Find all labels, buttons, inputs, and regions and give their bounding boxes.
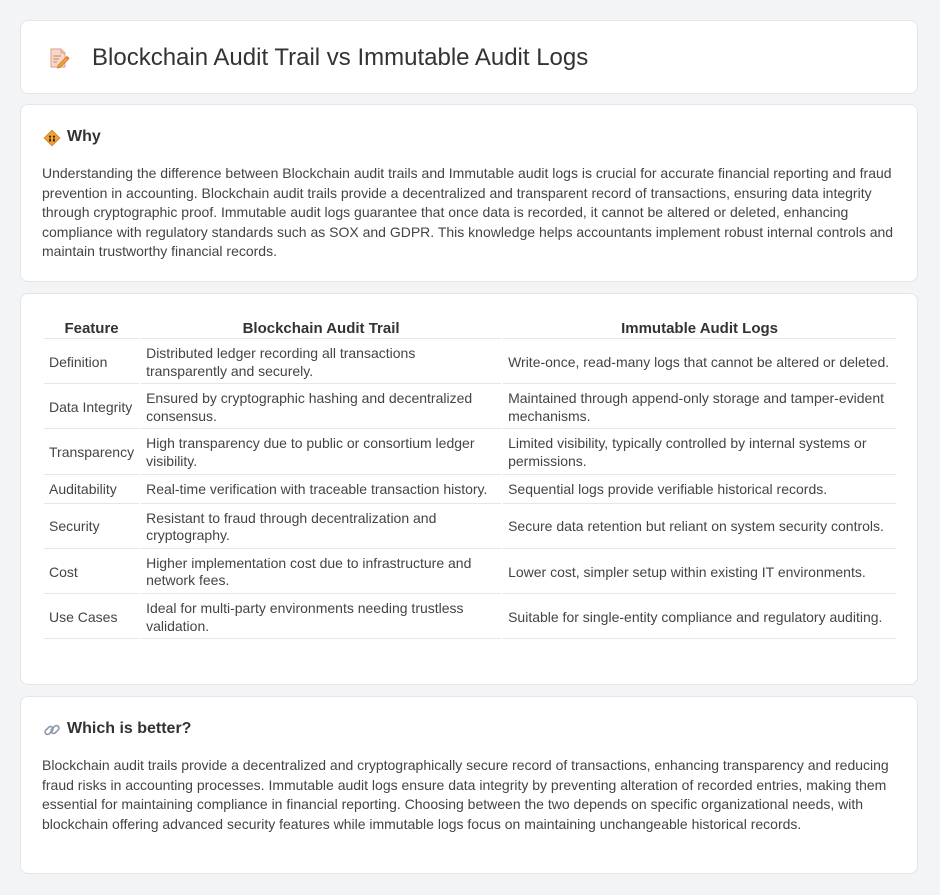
immutable-cell: Lower cost, simpler setup within existing IT environments. <box>503 551 896 594</box>
blockchain-cell: Resistant to fraud through decentralization and cryptography. <box>141 506 501 549</box>
which-is-better-text: Blockchain audit trails provide a decentralized and cryptographically secure record of transactions, enhancing transparency and reducing fraud risks in accounting processes. Immutable audit logs ensure data integrity by preventing alteration of recorded entries, making them essential for maintaining compliance in financial reporting. Choosing between the two depends on specific organizational needs, with blockchain offering advanced security features while immutable logs focus on maintaining unchangeable historical records. <box>42 757 889 832</box>
document-pencil-icon <box>48 47 70 69</box>
table-row <box>44 386 896 429</box>
warning-sign-icon <box>43 129 61 147</box>
blockchain-cell: Ideal for multi-party environments needing trustless validation. <box>141 596 501 639</box>
header-feature: Feature <box>44 318 139 339</box>
which-is-better-section <box>20 696 918 874</box>
table-row <box>44 341 896 384</box>
blockchain-cell: Real-time verification with traceable transaction history. <box>141 477 501 504</box>
immutable-cell: Write-once, read-many logs that cannot be altered or deleted. <box>503 341 896 384</box>
comparison-table-card <box>20 293 918 685</box>
immutable-cell: Secure data retention but reliant on system security controls. <box>503 506 896 549</box>
comparison-table <box>42 316 898 641</box>
table-row <box>44 477 896 504</box>
immutable-cell: Suitable for single-entity compliance and regulatory auditing. <box>503 596 896 639</box>
header-immutable-audit-logs: Immutable Audit Logs <box>503 318 896 339</box>
which-is-better-title: Which is better? <box>67 720 192 737</box>
immutable-cell: Sequential logs provide verifiable historical records. <box>503 477 896 504</box>
blockchain-cell: Distributed ledger recording all transactions transparently and securely. <box>141 341 501 384</box>
table-row <box>44 506 896 549</box>
why-section <box>20 104 918 282</box>
why-text: Understanding the difference between Blockchain audit trails and Immutable audit logs is crucial for accurate financial reporting and fraud prevention in accounting. Blockchain audit trails provide a decentralized and transparent record of transactions, ensuring data integrity through cryptographic proof. Immutable audit logs guarantee that once data is recorded, it cannot be altered or deleted, enhancing compliance with regulatory standards such as SOX and GDPR. This knowledge helps accountants implement robust internal controls and maintain trustworthy financial records. <box>42 165 894 260</box>
table-header-row <box>44 318 896 339</box>
blockchain-cell: Ensured by cryptographic hashing and decentralized consensus. <box>141 386 501 429</box>
table-row <box>44 596 896 639</box>
feature-cell: Security <box>44 506 139 549</box>
why-title: Why <box>67 128 101 145</box>
immutable-cell: Limited visibility, typically controlled by internal systems or permissions. <box>503 431 896 474</box>
feature-cell: Data Integrity <box>44 386 139 429</box>
table-row <box>44 551 896 594</box>
feature-cell: Definition <box>44 341 139 384</box>
blockchain-cell: Higher implementation cost due to infrastructure and network fees. <box>141 551 501 594</box>
header-card <box>20 20 918 94</box>
feature-cell: Use Cases <box>44 596 139 639</box>
blockchain-cell: High transparency due to public or consortium ledger visibility. <box>141 431 501 474</box>
immutable-cell: Maintained through append-only storage and tamper-evident mechanisms. <box>503 386 896 429</box>
feature-cell: Cost <box>44 551 139 594</box>
feature-cell: Transparency <box>44 431 139 474</box>
table-row <box>44 431 896 474</box>
feature-cell: Auditability <box>44 477 139 504</box>
header-blockchain-audit-trail: Blockchain Audit Trail <box>141 318 501 339</box>
page-title: Blockchain Audit Trail vs Immutable Audit Logs <box>92 44 589 71</box>
link-icon <box>43 721 61 739</box>
